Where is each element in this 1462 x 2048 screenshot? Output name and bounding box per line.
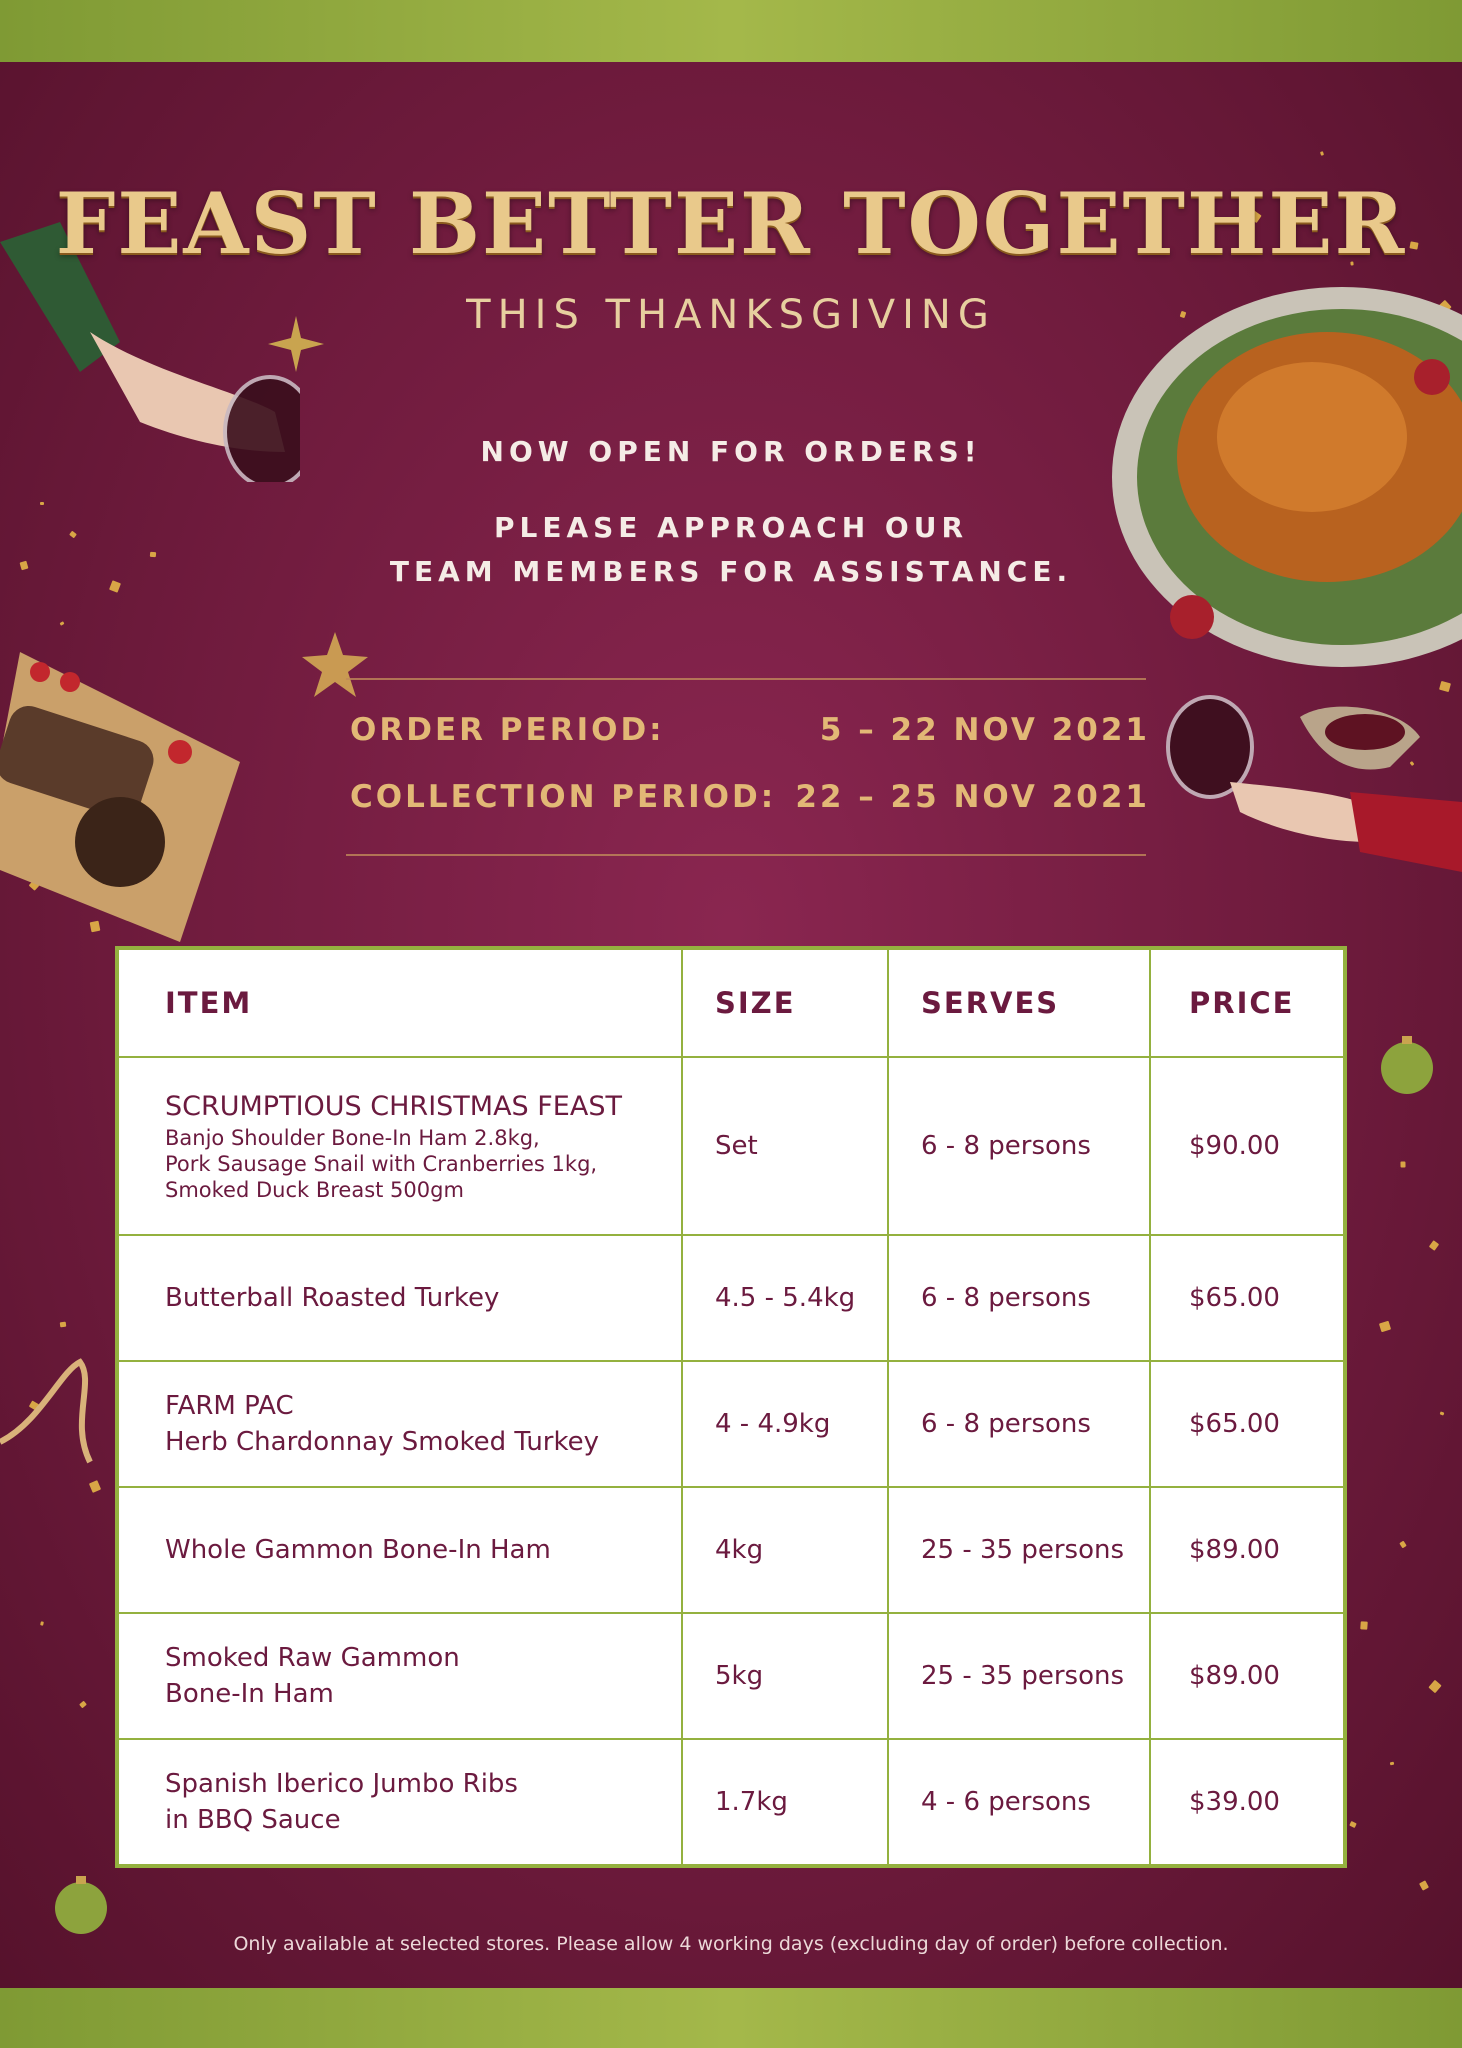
top-frame-border	[0, 0, 1462, 62]
order-period-value: 5 – 22 NOV 2021	[819, 712, 1150, 748]
price-cell: $65.00	[1189, 1409, 1280, 1439]
item-desc: Banjo Shoulder Bone-In Ham 2.8kg,	[165, 1126, 540, 1150]
size-cell: 4kg	[683, 1488, 889, 1612]
table-row	[119, 1614, 1343, 1740]
serves-cell: 25 - 35 persons	[889, 1614, 1151, 1738]
item-line: Whole Gammon Bone-In Ham	[165, 1535, 551, 1565]
poster-subtitle: THIS THANKSGIVING	[466, 292, 996, 338]
size-cell: 1.7kg	[683, 1740, 889, 1864]
item-line: FARM PAC	[165, 1391, 294, 1421]
order-period-label: ORDER PERIOD:	[350, 712, 665, 748]
product-table	[115, 946, 1347, 1868]
divider-top	[346, 678, 1146, 680]
serves-cell: 6 - 8 persons	[889, 1058, 1151, 1234]
footer-note: Only available at selected stores. Please allow 4 working days (excluding day of order) before collection.	[233, 1933, 1229, 1955]
confetti-piece	[1428, 1680, 1441, 1693]
divider-bottom	[346, 854, 1146, 856]
table-row	[119, 1488, 1343, 1614]
collection-period-label: COLLECTION PERIOD:	[350, 779, 777, 815]
item-line: Bone-In Ham	[165, 1679, 334, 1709]
header-price: PRICE	[1189, 986, 1295, 1020]
size-cell: 4 - 4.9kg	[683, 1362, 889, 1486]
serves-cell: 25 - 35 persons	[889, 1488, 1151, 1612]
confetti-piece	[1399, 1541, 1406, 1549]
yule-log-cake-board-icon	[0, 612, 280, 942]
price-cell: $89.00	[1189, 1661, 1280, 1691]
confetti-piece	[1360, 1621, 1368, 1629]
price-cell: $39.00	[1189, 1787, 1280, 1817]
confetti-piece	[1439, 681, 1451, 692]
poster-background	[0, 62, 1462, 1988]
serves-cell: 4 - 6 persons	[889, 1740, 1151, 1864]
item-cell	[119, 1740, 683, 1864]
order-period-row	[350, 712, 1150, 752]
item-line: Smoked Raw Gammon	[165, 1643, 460, 1673]
item-desc: Pork Sausage Snail with Cranberries 1kg,	[165, 1152, 598, 1176]
serves-cell: 6 - 8 persons	[889, 1362, 1151, 1486]
serves-cell: 6 - 8 persons	[889, 1236, 1151, 1360]
hand-wine-glass-right-icon	[1160, 692, 1462, 942]
item-line: Spanish Iberico Jumbo Ribs	[165, 1769, 518, 1799]
header-item: ITEM	[119, 950, 683, 1056]
confetti-piece	[40, 502, 44, 505]
confetti-piece	[1390, 1762, 1395, 1766]
poster-title: FEAST BETTER TOGETHER	[55, 174, 1407, 273]
table-row	[119, 1236, 1343, 1362]
header-serves: SERVES	[889, 950, 1151, 1056]
price-cell: $90.00	[1189, 1131, 1280, 1161]
item-cell	[119, 1614, 683, 1738]
header-size: SIZE	[683, 950, 889, 1056]
item-desc: Smoked Duck Breast 500gm	[165, 1178, 464, 1202]
confetti-piece	[1400, 1161, 1405, 1167]
size-cell: Set	[683, 1058, 889, 1234]
table-row	[119, 1362, 1343, 1488]
item-cell	[119, 1236, 683, 1360]
confetti-piece	[60, 1322, 67, 1328]
confetti-piece	[40, 1621, 44, 1626]
item-line: in BBQ Sauce	[165, 1805, 341, 1835]
roast-turkey-platter-icon	[1112, 287, 1462, 667]
gold-ribbon-icon	[0, 1352, 100, 1472]
confetti-piece	[1379, 1321, 1391, 1333]
table-row	[119, 1058, 1343, 1236]
gold-star-icon	[300, 630, 370, 700]
collection-period-value: 22 – 25 NOV 2021	[795, 779, 1150, 815]
item-line: Herb Chardonnay Smoked Turkey	[165, 1427, 600, 1457]
ornament-icon	[48, 1872, 114, 1938]
price-cell: $65.00	[1189, 1283, 1280, 1313]
table-header-row	[119, 950, 1343, 1058]
confetti-piece	[1440, 1411, 1445, 1415]
item-cell	[119, 1488, 683, 1612]
collection-period-row	[350, 779, 1150, 819]
confetti-piece	[1429, 1240, 1439, 1251]
confetti-piece	[79, 1701, 87, 1709]
ornament-icon	[1374, 1032, 1440, 1098]
item-title: SCRUMPTIOUS CHRISTMAS FEAST	[165, 1091, 622, 1122]
confetti-piece	[1419, 1880, 1429, 1890]
size-cell: 5kg	[683, 1614, 889, 1738]
assistance-text-line2: TEAM MEMBERS FOR ASSISTANCE.	[389, 555, 1073, 588]
price-cell: $89.00	[1189, 1535, 1280, 1565]
size-cell: 4.5 - 5.4kg	[683, 1236, 889, 1360]
table-row	[119, 1740, 1343, 1864]
confetti-piece	[1349, 1821, 1357, 1828]
confetti-piece	[1320, 151, 1324, 156]
item-cell	[119, 1058, 683, 1234]
bottom-frame-border	[0, 1988, 1462, 2048]
assistance-text-line1: PLEASE APPROACH OUR	[493, 511, 969, 544]
confetti-piece	[89, 1480, 101, 1493]
item-line: Butterball Roasted Turkey	[165, 1283, 500, 1313]
open-for-orders-text: NOW OPEN FOR ORDERS!	[480, 435, 982, 468]
item-cell	[119, 1362, 683, 1486]
